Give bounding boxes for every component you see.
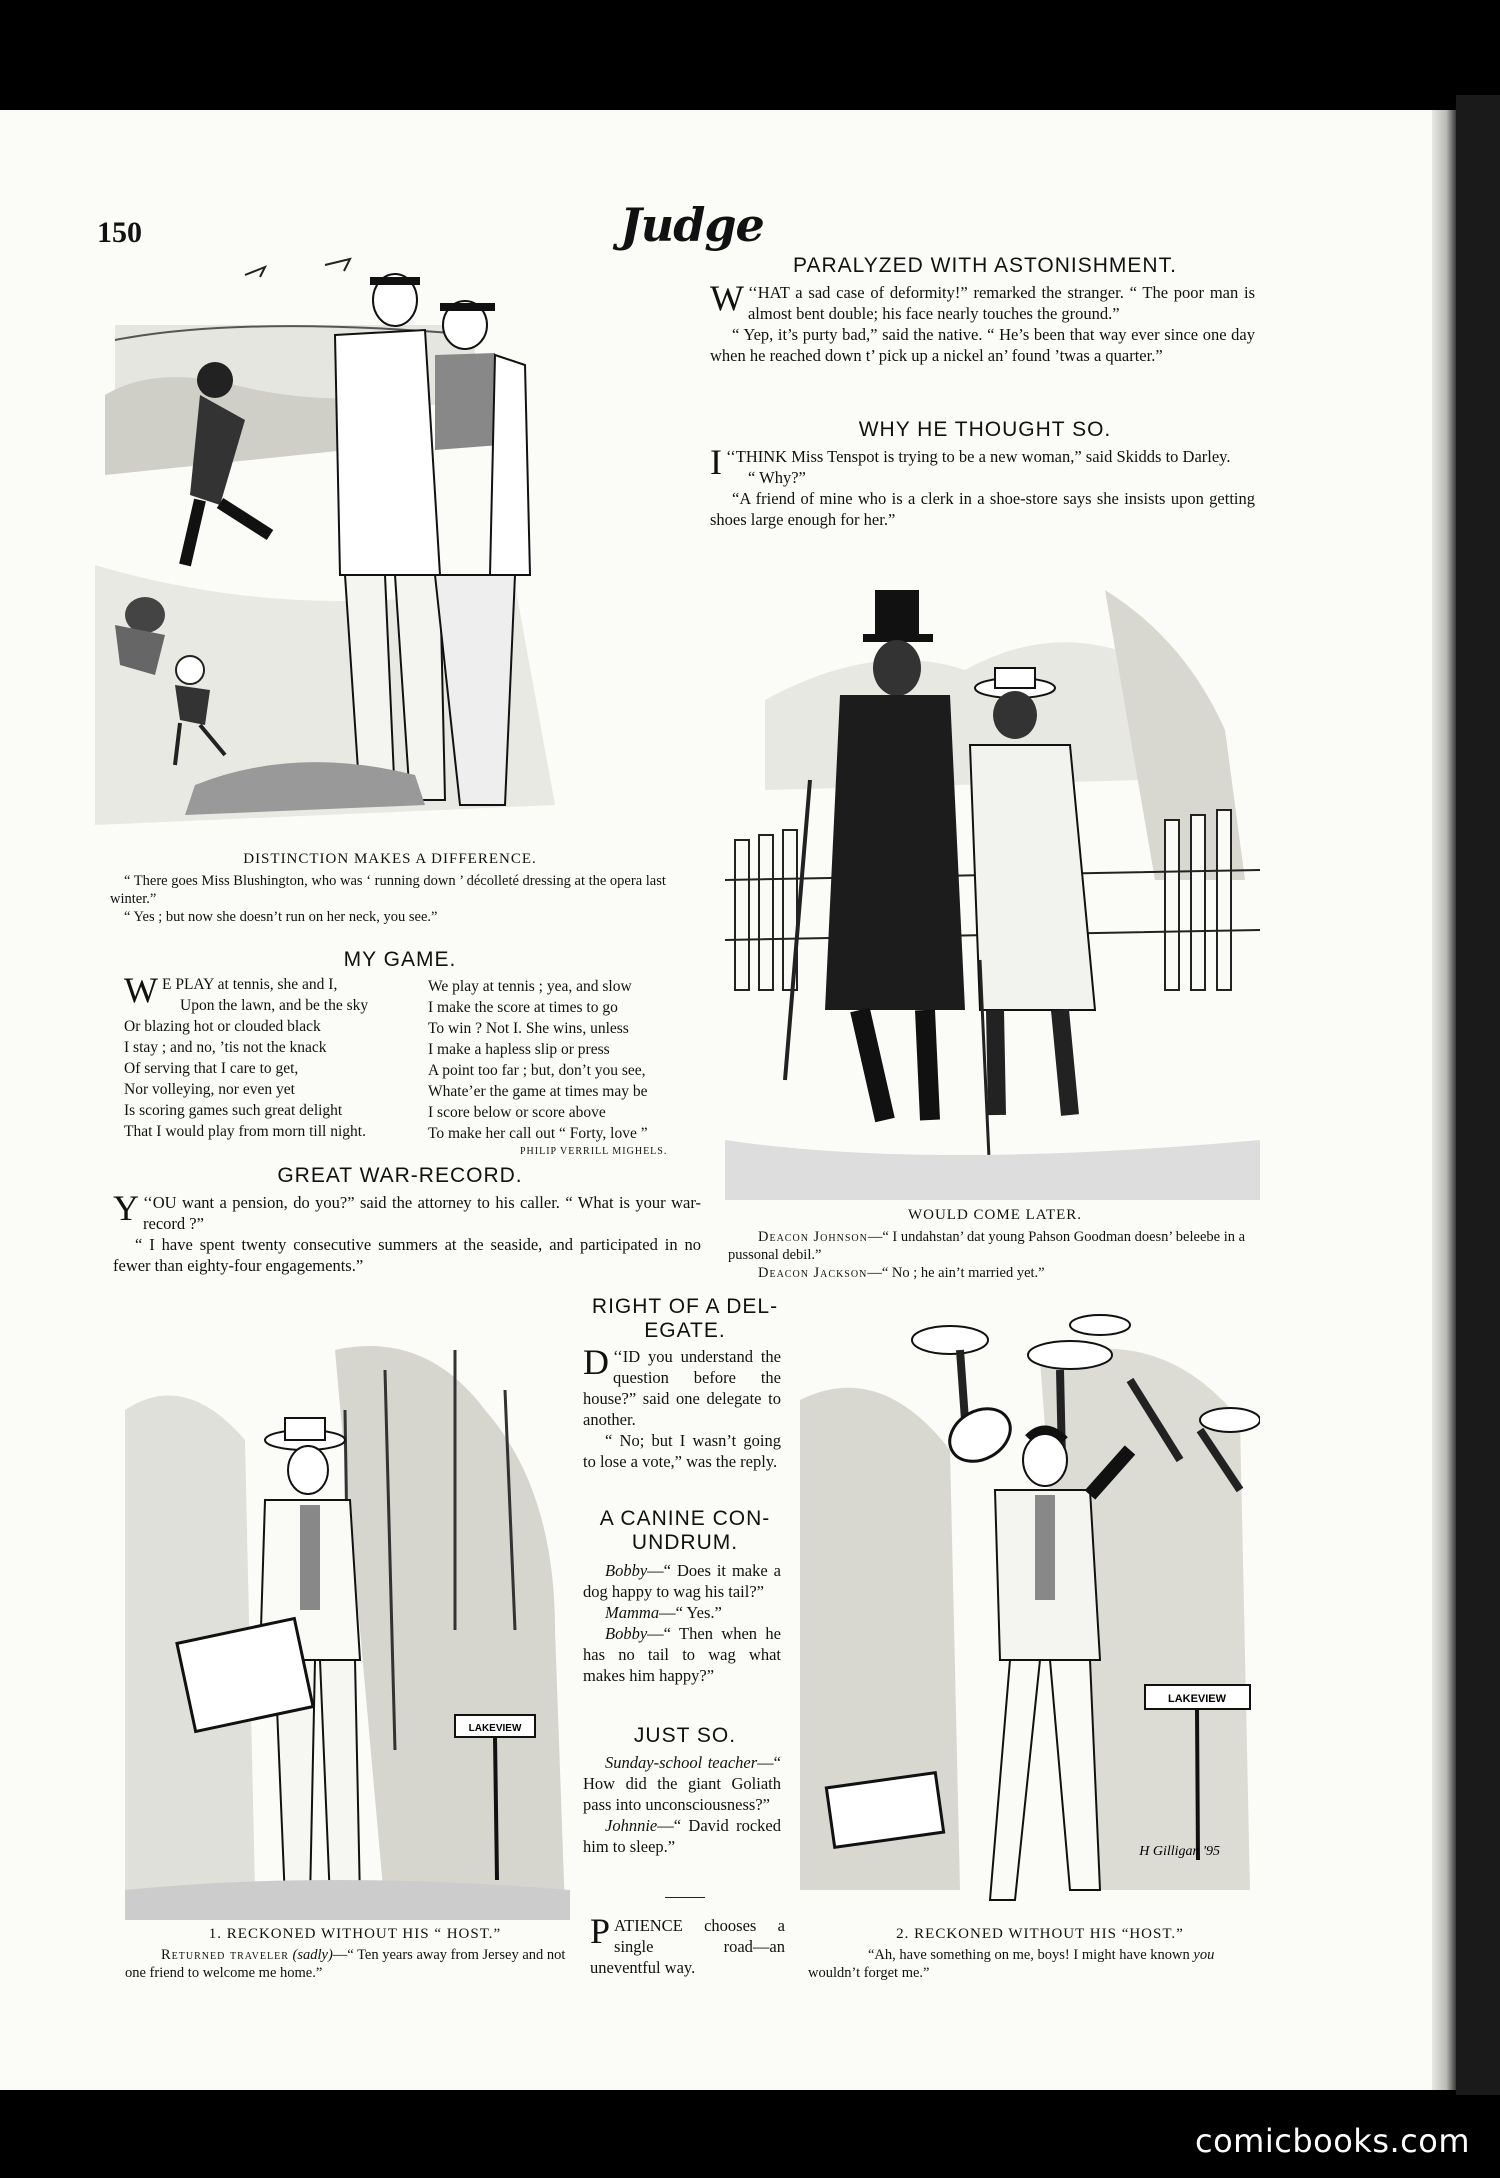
poem-line: Upon the lawn, and be the sky (180, 997, 369, 1014)
speaker: Sunday-school teacher (605, 1753, 758, 1772)
mygame-author: PHILIP VERRILL MIGHELS. (520, 1146, 668, 1157)
dialogue: —“ Then when he has no tail to wag what makes him happy?” (583, 1624, 781, 1685)
paralyzed-title: PARALYZED WITH ASTONISHMENT. (793, 254, 1177, 277)
paragraph: HAT a sad case of deformity!” remarked the stranger. “ The poor man is almost bent double; his face nearly touches the ground.” (747, 283, 1255, 323)
warrecord-body (113, 1188, 701, 1276)
speaker: Returned traveler (161, 1947, 289, 1963)
paragraph: “ No; but I wasn’t going to lose a vote,” was the reply. (583, 1431, 781, 1471)
dialogue: —“ No ; he ain’t married yet.” (867, 1265, 1045, 1281)
speaker: Johnnie (605, 1816, 658, 1835)
page-gutter (1432, 110, 1456, 2090)
poem-line: I make the score at times to go (428, 999, 618, 1016)
speaker: Deacon Jackson (758, 1265, 868, 1281)
why-body (710, 442, 1255, 530)
illustration-hornets (800, 1300, 1260, 1910)
drop-cap: I (710, 442, 722, 482)
warrecord-title: GREAT WAR-RECORD. (277, 1164, 523, 1187)
illus3-title: 1. RECKONED WITHOUT HIS “ HOST.” (208, 1926, 502, 1942)
paragraph: ID you understand the question before the house?” said one delegate to another. (583, 1347, 781, 1429)
drop-cap: W (124, 970, 158, 1010)
poem-line: That I would play from morn till night. (124, 1123, 366, 1140)
scan-edge (1456, 95, 1500, 2095)
illus1-line-2: “ Yes ; but now she doesn’t run on her neck, you see.” (124, 909, 438, 925)
mygame-left-stanza (124, 970, 414, 1142)
watermark: comicbooks.com (1194, 2122, 1470, 2160)
poem-line: We play at tennis ; yea, and slow (428, 978, 632, 995)
dialogue: —“ Ten years away from Jersey and not one friend to welcome me home.” (125, 1947, 566, 1981)
paragraph: OU want a pension, do you?” said the attorney to his caller. “ What is your war-record ?” (143, 1193, 701, 1233)
illus2-line-1 (728, 1228, 1258, 1264)
illustration-traveler (125, 1330, 570, 1920)
patience-body (590, 1911, 785, 1978)
speaker: Bobby (605, 1561, 648, 1580)
sign-text: LAKEVIEW (1167, 1693, 1227, 1705)
open-quote: ‘‘ (726, 447, 736, 466)
title-line: UNDRUM. (631, 1531, 739, 1554)
illustration-beach (95, 245, 675, 840)
illustration-deacons (725, 580, 1260, 1200)
why-title: WHY HE THOUGHT SO. (858, 418, 1112, 441)
delegate-title (580, 1295, 790, 1343)
mygame-right-stanza (428, 976, 698, 1144)
masthead: Judge (620, 198, 764, 252)
paragraph: “ Why?” (748, 468, 806, 487)
dialogue: —“ How did the giant Goliath pass into unconsciousness?” (583, 1753, 781, 1814)
drop-cap: W (710, 278, 744, 318)
delegate-body (583, 1342, 781, 1472)
drop-cap: Y (113, 1188, 139, 1228)
poem-line: Whate’er the game at times may be (428, 1083, 648, 1100)
poem-line: Nor volleying, nor even yet (124, 1081, 295, 1098)
dialogue: “Ah, have something on me, boys! I might have known (868, 1947, 1194, 1963)
paragraph: THINK Miss Tenspot is trying to be a new woman,” said Skidds to Darley. (735, 447, 1231, 466)
dialogue: —“ David rocked him to sleep.” (583, 1816, 781, 1856)
justso-title: JUST SO. (633, 1724, 737, 1747)
title-line: A CANINE CON- (599, 1507, 771, 1530)
open-quote: ‘‘ (143, 1193, 153, 1212)
illus1-title: DISTINCTION MAKES A DIFFERENCE. (243, 851, 537, 867)
poem-line: I make a hapless slip or press (428, 1041, 610, 1058)
poem-line: E PLAY at tennis, she and I, (161, 976, 338, 993)
aside: (sadly) (292, 1947, 333, 1963)
canine-title (580, 1507, 790, 1555)
paralyzed-body (710, 278, 1255, 366)
illus2-line-2 (758, 1264, 1258, 1282)
poem-line: To make her call out “ Forty, love ” (428, 1125, 648, 1142)
mygame-title: MY GAME. (343, 948, 457, 971)
title-line: RIGHT OF A DEL- (591, 1295, 779, 1318)
dialogue-emphasis: you (1193, 1947, 1215, 1963)
poem-line: Or blazing hot or clouded black (124, 1018, 321, 1035)
canine-body (583, 1560, 781, 1686)
dialogue: —“ Yes.” (659, 1603, 722, 1622)
illus2-title: WOULD COME LATER. (907, 1207, 1083, 1223)
paragraph: ATIENCE chooses a single road—an uneventful way. (590, 1916, 785, 1977)
poem-line: A point too far ; but, don’t you see, (428, 1062, 646, 1079)
drop-cap: D (583, 1342, 609, 1382)
dialogue: wouldn’t forget me.” (808, 1965, 930, 1981)
drop-cap: P (590, 1911, 611, 1951)
paragraph: “A friend of mine who is a clerk in a shoe-store says she insists upon getting shoes large enough for her.” (710, 489, 1255, 529)
poem-line: I stay ; and no, ’tis not the knack (124, 1039, 327, 1056)
poem-line: I score below or score above (428, 1104, 606, 1121)
poem-line: To win ? Not I. She wins, unless (428, 1020, 629, 1037)
poem-line: Is scoring games such great delight (124, 1102, 343, 1119)
divider (665, 1897, 705, 1898)
speaker: Deacon Johnson (758, 1229, 868, 1245)
illus4-line (808, 1946, 1258, 1982)
dialogue: —“ Does it make a dog happy to wag his tail?” (583, 1561, 781, 1601)
sign-text: LAKEVIEW (468, 1723, 522, 1734)
page-number: 150 (97, 216, 142, 249)
speaker: Mamma (605, 1603, 660, 1622)
speaker: Bobby (605, 1624, 648, 1643)
title-line: EGATE. (644, 1319, 726, 1342)
dialogue: —“ I undahstan’ dat young Pahson Goodman doesn’ beleebe in a pussonal debil.” (728, 1229, 1246, 1263)
paragraph: “ Yep, it’s purty bad,” said the native. “ He’s been that way ever since one day when he reached down t’ pick up a nickel an’ found ’twas a quarter.” (710, 325, 1255, 365)
poem-line: Of serving that I care to get, (124, 1060, 299, 1077)
artist-signature: H Gilligan '95 (1139, 1844, 1220, 1859)
open-quote: ‘‘ (613, 1347, 623, 1366)
illus4-title: 2. RECKONED WITHOUT HIS “HOST.” (896, 1926, 1184, 1942)
open-quote: ‘‘ (747, 283, 758, 302)
illus3-line (125, 1946, 570, 1982)
justso-body (583, 1752, 781, 1857)
paragraph: “ I have spent twenty consecutive summers at the seaside, and participated in no fewer than eighty-four engagements.” (113, 1235, 701, 1275)
illus1-line-1: “ There goes Miss Blushington, who was ‘ running down ’ décolleté dressing at the opera last winter.” (110, 873, 666, 907)
